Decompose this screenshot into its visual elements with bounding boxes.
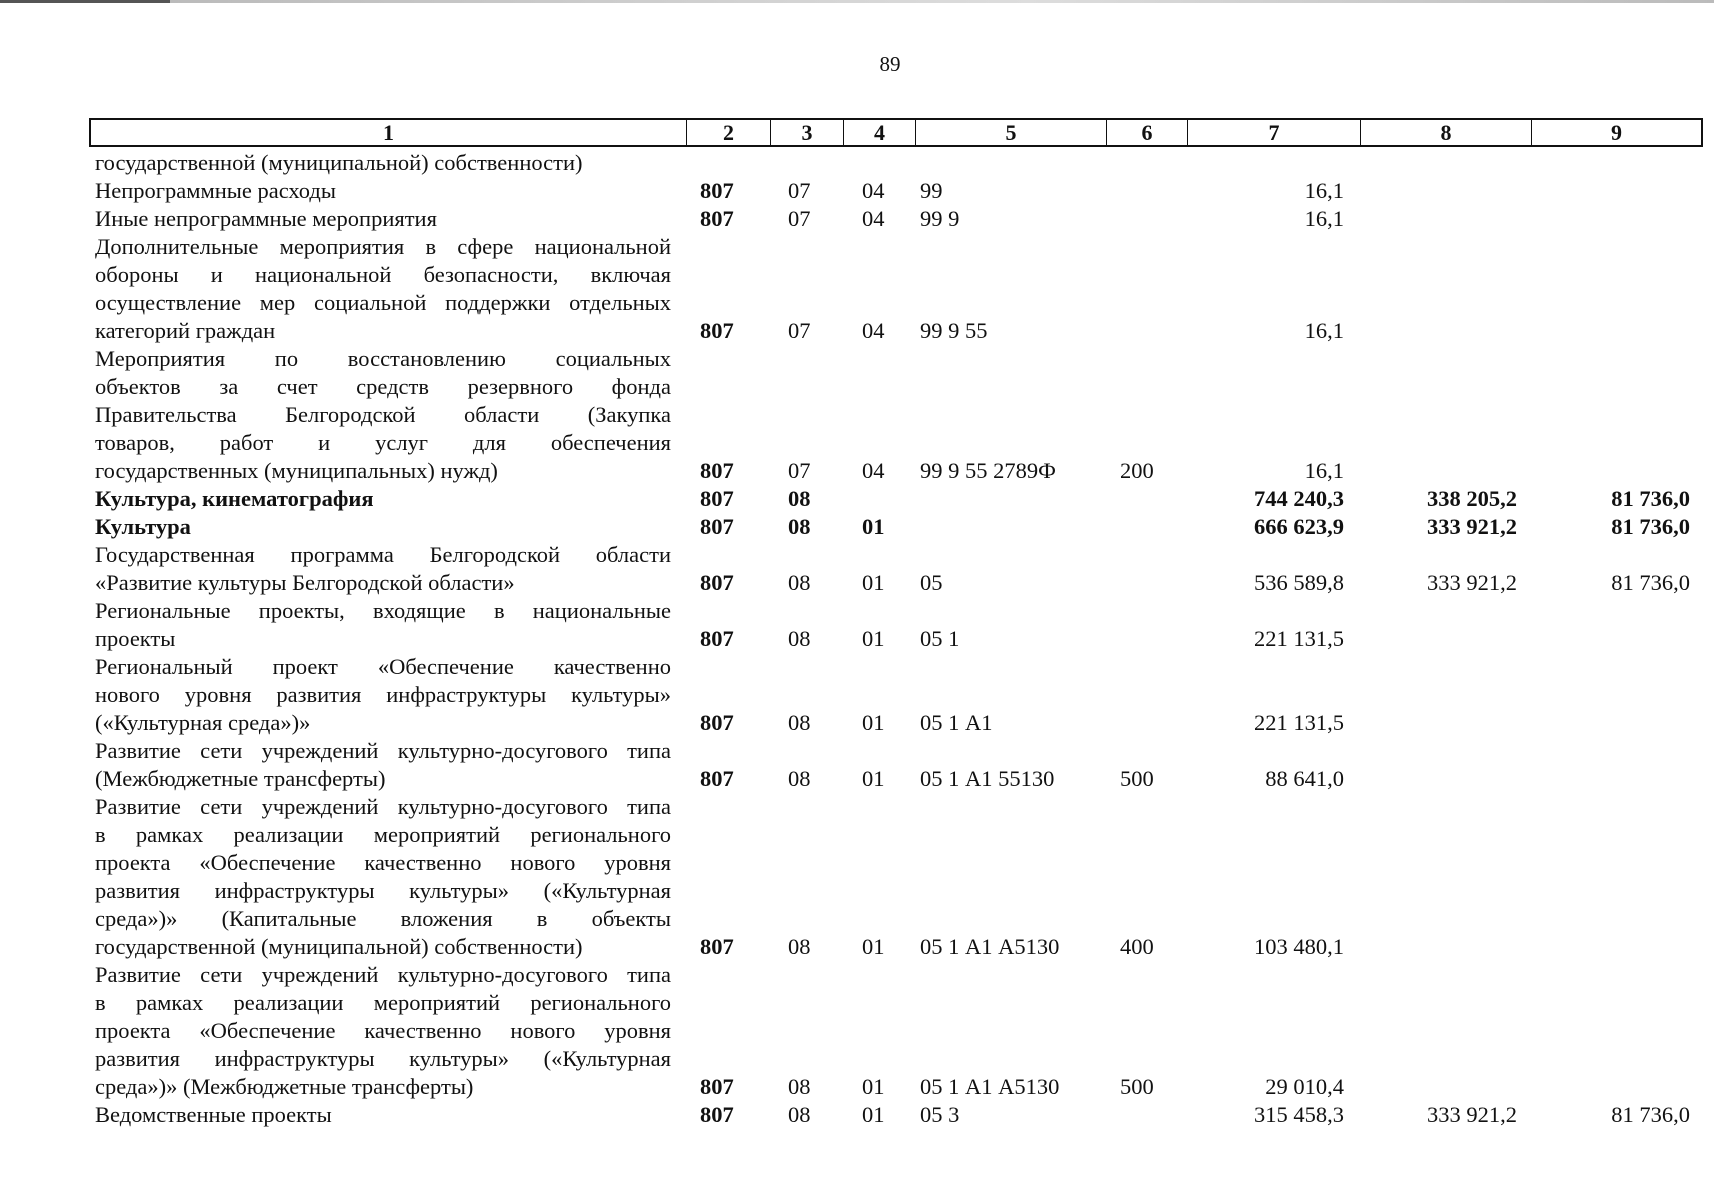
table-row <box>0 205 1714 233</box>
cell-amount-2024: 315 458,3 <box>1254 1102 1344 1127</box>
cell-section: 07 <box>788 318 811 343</box>
cell-section: 08 <box>788 766 811 791</box>
row-description <box>95 961 671 1101</box>
row-description <box>95 793 671 961</box>
description-line: проекта «Обеспечение качественно нового уровня <box>95 850 671 875</box>
cell-ministry: 807 <box>700 1074 734 1099</box>
description-line: Культура, кинематография <box>95 486 374 511</box>
description-line: («Культурная среда»)» <box>95 710 311 735</box>
page-number: 89 <box>879 52 901 76</box>
cell-target-item: 99 9 <box>920 206 960 231</box>
cell-amount-2024: 16,1 <box>1304 458 1344 483</box>
row-description <box>95 513 671 541</box>
cell-ministry: 807 <box>700 710 734 735</box>
cell-target-item: 99 9 55 2789Ф <box>920 458 1056 483</box>
description-line: среда»)» (Капитальные вложения в объекты <box>95 906 671 931</box>
cell-subsection: 01 <box>862 626 885 651</box>
description-line: Ведомственные проекты <box>95 1102 332 1127</box>
table-row <box>0 513 1714 541</box>
cell-section: 07 <box>788 178 811 203</box>
column-header-8: 8 <box>1360 120 1531 145</box>
cell-section: 07 <box>788 206 811 231</box>
cell-section: 08 <box>788 626 811 651</box>
cell-amount-2026: 81 736,0 <box>1611 570 1690 595</box>
row-description <box>95 737 671 793</box>
description-line: нового уровня развития инфраструктуры культуры» <box>95 682 671 707</box>
description-line: «Развитие культуры Белгородской области» <box>95 570 515 595</box>
column-header-7: 7 <box>1187 120 1360 145</box>
cell-expense-type: 200 <box>1120 458 1154 483</box>
cell-ministry: 807 <box>700 458 734 483</box>
table-row <box>0 793 1714 961</box>
cell-subsection: 01 <box>862 570 885 595</box>
cell-ministry: 807 <box>700 514 734 539</box>
description-line: Развитие сети учреждений культурно-досугового типа <box>95 738 671 763</box>
cell-amount-2025: 338 205,2 <box>1427 486 1517 511</box>
cell-ministry: 807 <box>700 178 734 203</box>
cell-expense-type: 500 <box>1120 1074 1154 1099</box>
description-line: товаров, работ и услуг для обеспечения <box>95 430 671 455</box>
cell-amount-2024: 221 131,5 <box>1254 710 1344 735</box>
cell-section: 08 <box>788 486 811 511</box>
row-description <box>95 597 671 653</box>
row-description <box>95 233 671 345</box>
row-description <box>95 653 671 737</box>
description-line: Мероприятия по восстановлению социальных <box>95 346 671 371</box>
cell-amount-2026: 81 736,0 <box>1611 1102 1690 1127</box>
description-line: развития инфраструктуры культуры» («Культурная <box>95 878 671 903</box>
table-row <box>0 653 1714 737</box>
table-row <box>0 149 1714 177</box>
cell-ministry: 807 <box>700 206 734 231</box>
description-line: проекты <box>95 626 176 651</box>
cell-ministry: 807 <box>700 486 734 511</box>
description-line: Региональный проект «Обеспечение качественно <box>95 654 671 679</box>
cell-amount-2024: 16,1 <box>1304 318 1344 343</box>
cell-ministry: 807 <box>700 766 734 791</box>
cell-amount-2024: 221 131,5 <box>1254 626 1344 651</box>
cell-target-item: 05 3 <box>920 1102 960 1127</box>
cell-ministry: 807 <box>700 934 734 959</box>
table-row <box>0 177 1714 205</box>
description-line: категорий граждан <box>95 318 276 343</box>
table-row <box>0 1101 1714 1129</box>
description-line: объектов за счет средств резервного фонда <box>95 374 671 399</box>
table-row <box>0 597 1714 653</box>
table-row <box>0 233 1714 345</box>
cell-subsection: 01 <box>862 710 885 735</box>
cell-section: 08 <box>788 1074 811 1099</box>
cell-ministry: 807 <box>700 1102 734 1127</box>
cell-section: 08 <box>788 1102 811 1127</box>
cell-subsection: 04 <box>862 318 885 343</box>
cell-subsection: 01 <box>862 1102 885 1127</box>
cell-target-item: 05 1 <box>920 626 960 651</box>
cell-amount-2025: 333 921,2 <box>1427 1102 1517 1127</box>
cell-subsection: 01 <box>862 934 885 959</box>
cell-expense-type: 400 <box>1120 934 1154 959</box>
table-row <box>0 737 1714 793</box>
cell-amount-2026: 81 736,0 <box>1611 514 1690 539</box>
cell-target-item: 05 1 А1 55130 <box>920 766 1055 791</box>
cell-subsection: 04 <box>862 458 885 483</box>
table-body <box>0 149 1714 1129</box>
cell-target-item: 05 <box>920 570 943 595</box>
description-line: Дополнительные мероприятия в сфере национальной <box>95 234 671 259</box>
table-row <box>0 541 1714 597</box>
column-header-5: 5 <box>915 120 1106 145</box>
cell-ministry: 807 <box>700 318 734 343</box>
row-description <box>95 485 671 513</box>
description-line: Региональные проекты, входящие в национальные <box>95 598 671 623</box>
scan-edge <box>0 0 1714 3</box>
cell-amount-2024: 16,1 <box>1304 206 1344 231</box>
column-header-9: 9 <box>1531 120 1701 145</box>
column-header-3: 3 <box>770 120 843 145</box>
row-description <box>95 1101 671 1129</box>
cell-section: 08 <box>788 710 811 735</box>
cell-amount-2024: 29 010,4 <box>1265 1074 1344 1099</box>
cell-amount-2025: 333 921,2 <box>1427 570 1517 595</box>
description-line: обороны и национальной безопасности, включая <box>95 262 671 287</box>
row-description <box>95 205 671 233</box>
table-row <box>0 345 1714 485</box>
column-header-6: 6 <box>1106 120 1187 145</box>
cell-section: 07 <box>788 458 811 483</box>
description-line: государственной (муниципальной) собственности) <box>95 150 583 175</box>
description-line: государственных (муниципальных) нужд) <box>95 458 498 483</box>
description-line: Развитие сети учреждений культурно-досугового типа <box>95 794 671 819</box>
cell-amount-2026: 81 736,0 <box>1611 486 1690 511</box>
cell-amount-2024: 666 623,9 <box>1254 514 1344 539</box>
cell-target-item: 05 1 А1 <box>920 710 993 735</box>
cell-target-item: 05 1 А1 А5130 <box>920 1074 1060 1099</box>
description-line: Развитие сети учреждений культурно-досугового типа <box>95 962 671 987</box>
column-header-4: 4 <box>843 120 915 145</box>
cell-section: 08 <box>788 934 811 959</box>
cell-amount-2024: 536 589,8 <box>1254 570 1344 595</box>
cell-section: 08 <box>788 514 811 539</box>
cell-target-item: 99 9 55 <box>920 318 988 343</box>
description-line: государственной (муниципальной) собственности) <box>95 934 583 959</box>
description-line: в рамках реализации мероприятий регионального <box>95 822 671 847</box>
cell-subsection: 01 <box>862 1074 885 1099</box>
cell-subsection: 04 <box>862 206 885 231</box>
column-header-2: 2 <box>686 120 770 145</box>
cell-subsection: 04 <box>862 178 885 203</box>
cell-subsection: 01 <box>862 766 885 791</box>
cell-amount-2024: 103 480,1 <box>1254 934 1344 959</box>
cell-ministry: 807 <box>700 570 734 595</box>
description-line: осуществление мер социальной поддержки отдельных <box>95 290 671 315</box>
row-description <box>95 345 671 485</box>
description-line: в рамках реализации мероприятий регионального <box>95 990 671 1015</box>
cell-section: 08 <box>788 570 811 595</box>
description-line: среда»)» (Межбюджетные трансферты) <box>95 1074 474 1099</box>
table-header-row <box>89 118 1703 147</box>
cell-ministry: 807 <box>700 626 734 651</box>
cell-subsection: 01 <box>862 514 885 539</box>
cell-amount-2025: 333 921,2 <box>1427 514 1517 539</box>
row-description <box>95 177 671 205</box>
description-line: Государственная программа Белгородской области <box>95 542 671 567</box>
description-line: Правительства Белгородской области (Закупка <box>95 402 671 427</box>
description-line: Непрограммные расходы <box>95 178 336 203</box>
description-line: Иные непрограммные мероприятия <box>95 206 437 231</box>
description-line: развития инфраструктуры культуры» («Культурная <box>95 1046 671 1071</box>
row-description <box>95 541 671 597</box>
row-description <box>95 149 671 177</box>
description-line: Культура <box>95 514 191 539</box>
description-line: (Межбюджетные трансферты) <box>95 766 386 791</box>
cell-expense-type: 500 <box>1120 766 1154 791</box>
cell-amount-2024: 744 240,3 <box>1254 486 1344 511</box>
cell-target-item: 99 <box>920 178 943 203</box>
description-line: проекта «Обеспечение качественно нового уровня <box>95 1018 671 1043</box>
cell-amount-2024: 88 641,0 <box>1265 766 1344 791</box>
table-row <box>0 485 1714 513</box>
column-header-1: 1 <box>383 120 394 145</box>
cell-amount-2024: 16,1 <box>1304 178 1344 203</box>
cell-target-item: 05 1 А1 А5130 <box>920 934 1060 959</box>
table-row <box>0 961 1714 1101</box>
